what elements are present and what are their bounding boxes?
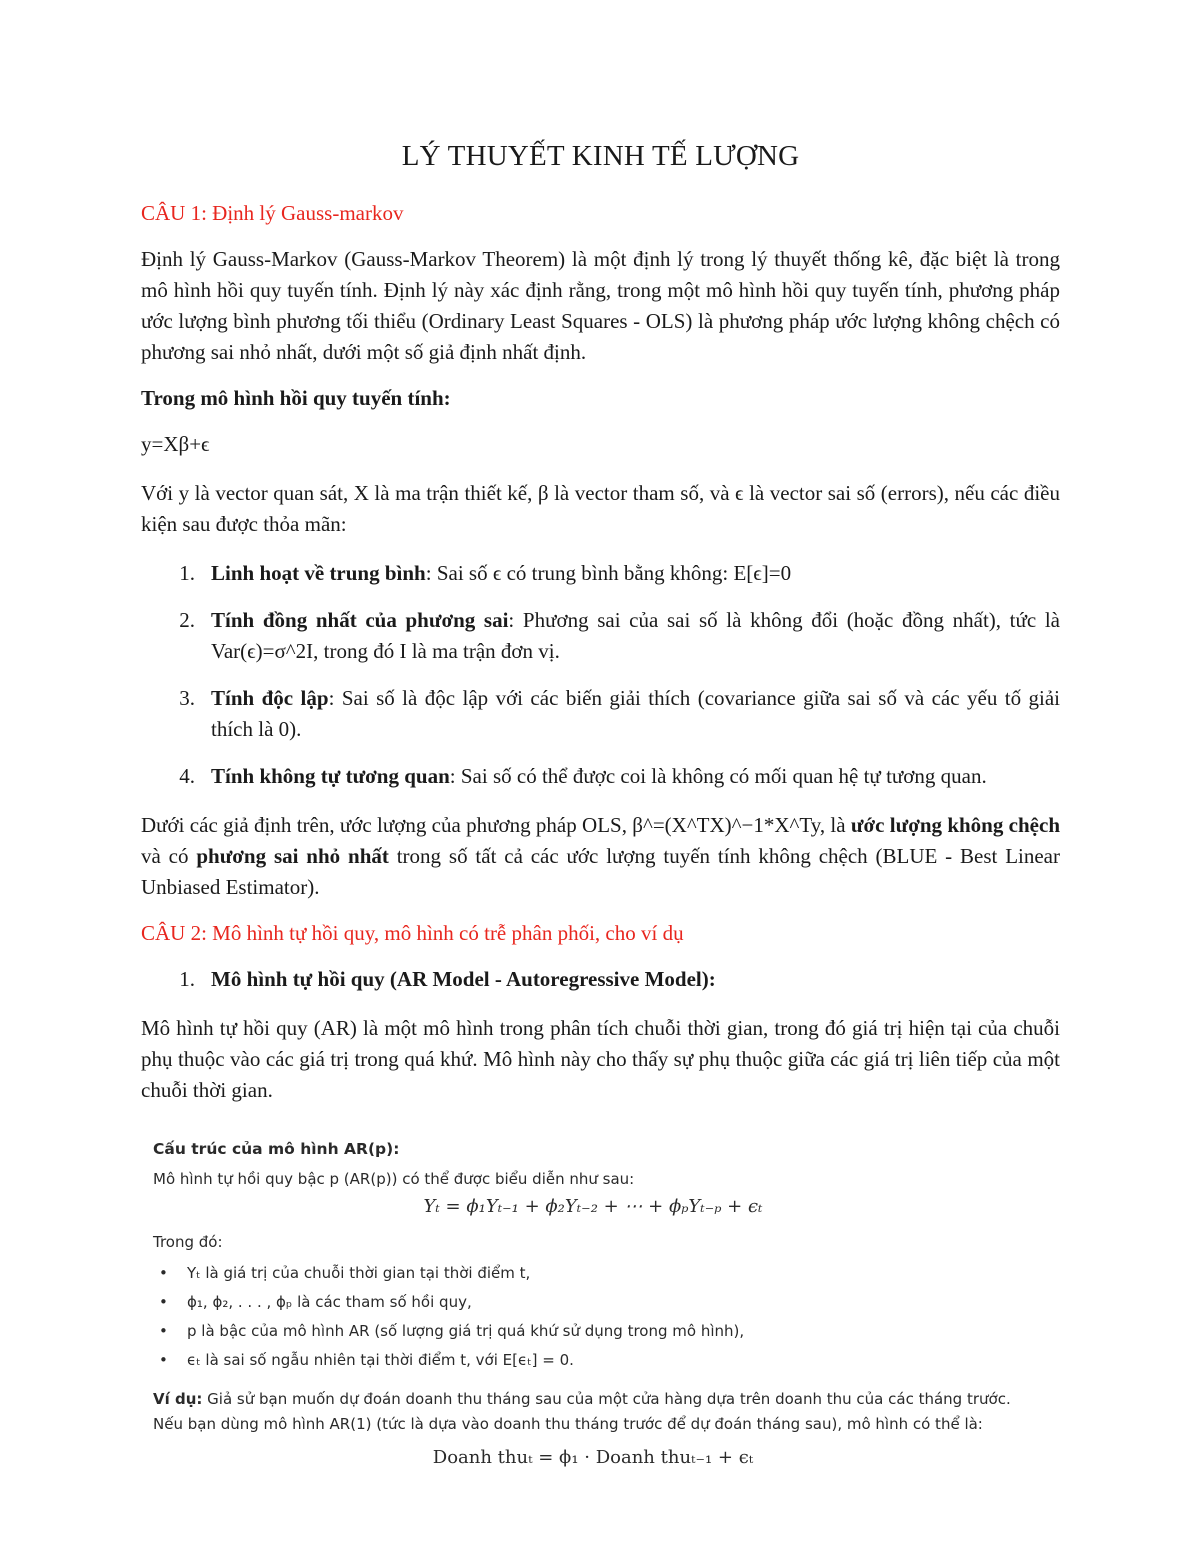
revenue-equation: Doanh thuₜ = ϕ₁ · Doanh thuₜ₋₁ + ϵₜ	[432, 1447, 754, 1468]
conclusion-bold: ước lượng không chệch	[850, 813, 1060, 837]
document-body	[141, 140, 1060, 1124]
q1-model-label: Trong mô hình hồi quy tuyến tính:	[141, 386, 451, 410]
q2-description-paragraph: Mô hình tự hồi quy (AR) là một mô hình trong phân tích chuỗi thời gian, trong đó giá trị hiện tại của chuỗi phụ thuộc vào các giá trị trong quá khứ. Mô hình này cho thấy sự phụ thuộc giữa các giá trị liên tiếp của một chuỗi thời gian.	[141, 1016, 1060, 1102]
q1-equation: y=Xβ+ϵ	[141, 432, 210, 456]
q2-heading: CÂU 2: Mô hình tự hồi quy, mô hình có trễ phân phối, cho ví dụ	[141, 921, 684, 945]
list-item	[141, 683, 1060, 745]
list-number: 1.	[179, 561, 195, 585]
list-item	[153, 1346, 1033, 1375]
list-item-body	[211, 605, 1060, 667]
figure-heading: Cấu trúc của mô hình AR(p):	[153, 1140, 400, 1158]
figure-where: Trong đó:	[153, 1233, 223, 1251]
list-number: 1.	[179, 967, 195, 991]
conclusion-text: và có	[141, 844, 197, 868]
ar-model-image	[153, 1140, 1033, 1468]
q1-intro-paragraph: Định lý Gauss-Markov (Gauss-Markov Theorem) là một định lý trong lý thuyết thống kê, đặc biệt là trong mô hình hồi quy tuyến tính. Định lý này xác định rằng, trong một mô hình hồi quy tuyến tính, phương pháp ước lượng bình phương tối thiểu (Ordinary Least Squares - OLS) là phương pháp ước lượng không chệch có phương sai nhỏ nhất, dưới một số giả định nhất định.	[141, 247, 1060, 364]
q1-conditions-list	[141, 558, 1060, 792]
figure-example	[153, 1387, 1033, 1437]
bullet-text: ϕ₁, ϕ₂, . . . , ϕₚ là các tham số hồi quy,	[187, 1293, 472, 1311]
condition-term: Tính đồng nhất của phương sai	[211, 608, 509, 632]
bullet-text: Yₜ là giá trị của chuỗi thời gian tại thời điểm t,	[187, 1264, 531, 1282]
list-number: 3.	[179, 686, 195, 710]
condition-term: Tính không tự tương quan	[211, 764, 450, 788]
list-item-body	[211, 558, 1060, 589]
ar-equation: Yₜ = ϕ₁Yₜ₋₁ + ϕ₂Yₜ₋₂ + ⋯ + ϕₚYₜ₋ₚ + ϵₜ	[423, 1196, 763, 1217]
bullet-icon: •	[159, 1293, 168, 1311]
example-label: Ví dụ:	[153, 1390, 203, 1408]
condition-text: : Sai số là độc lập với các biến giải thích (covariance giữa sai số và các yếu tố giải thích là 0).	[211, 686, 1060, 741]
bullet-icon: •	[159, 1322, 168, 1340]
conclusion-text: trong số tất cả các ước lượng tuyến tính không chệch (BLUE - Best Linear Unbiased Estimator).	[141, 844, 1060, 899]
q2-item-title: Mô hình tự hồi quy (AR Model - Autoregressive Model):	[211, 967, 716, 991]
figure-intro: Mô hình tự hồi quy bậc p (AR(p)) có thể được biểu diễn như sau:	[153, 1170, 635, 1188]
list-number: 4.	[179, 764, 195, 788]
condition-term: Tính độc lập	[211, 686, 329, 710]
example-text: Giả sử bạn muốn dự đoán doanh thu tháng sau của một cửa hàng dựa trên doanh thu của các tháng trước. Nếu bạn dùng mô hình AR(1) (tức là dựa vào doanh thu tháng trước để dự đoán tháng sau), mô hình có thể là:	[153, 1390, 1011, 1433]
list-item	[153, 1317, 1033, 1346]
bullet-icon: •	[159, 1351, 168, 1369]
list-item	[141, 558, 1060, 589]
figure-bullet-list	[153, 1259, 1033, 1375]
bullet-text: ϵₜ là sai số ngẫu nhiên tại thời điểm t, với E[ϵₜ] = 0.	[187, 1351, 574, 1369]
page-title: LÝ THUYẾT KINH TẾ LƯỢNG	[401, 140, 800, 172]
list-item	[141, 964, 1060, 995]
q2-list	[141, 964, 1060, 995]
condition-text: : Phương sai của sai số là không đổi (hoặc đồng nhất), tức là Var(ϵ)=σ^2I, trong đó I là ma trận đơn vị.	[211, 608, 1061, 663]
condition-text: : Sai số ϵ có trung bình bằng không: E[ϵ]=0	[425, 561, 792, 585]
list-item	[153, 1288, 1033, 1317]
condition-term: Linh hoạt về trung bình	[211, 561, 426, 585]
list-item	[153, 1259, 1033, 1288]
list-item	[141, 605, 1060, 667]
list-item-body	[211, 683, 1060, 745]
bullet-text: p là bậc của mô hình AR (số lượng giá trị quá khứ sử dụng trong mô hình),	[187, 1322, 745, 1340]
list-item-body	[211, 761, 1060, 792]
conclusion-text: Dưới các giả định trên, ước lượng của phương pháp OLS, β^=(X^TX)^−1*X^Ty, là	[141, 813, 851, 837]
q1-heading: CÂU 1: Định lý Gauss-markov	[141, 201, 404, 225]
q1-variables-paragraph: Với y là vector quan sát, X là ma trận thiết kế, β là vector tham số, và ϵ là vector sai số (errors), nếu các điều kiện sau được thỏa mãn:	[141, 481, 1060, 536]
bullet-icon: •	[159, 1264, 168, 1282]
list-number: 2.	[179, 608, 195, 632]
conclusion-bold: phương sai nhỏ nhất	[196, 844, 389, 868]
condition-text: : Sai số có thể được coi là không có mối quan hệ tự tương quan.	[449, 764, 987, 788]
list-item	[141, 761, 1060, 792]
q1-conclusion-paragraph	[141, 810, 1060, 903]
